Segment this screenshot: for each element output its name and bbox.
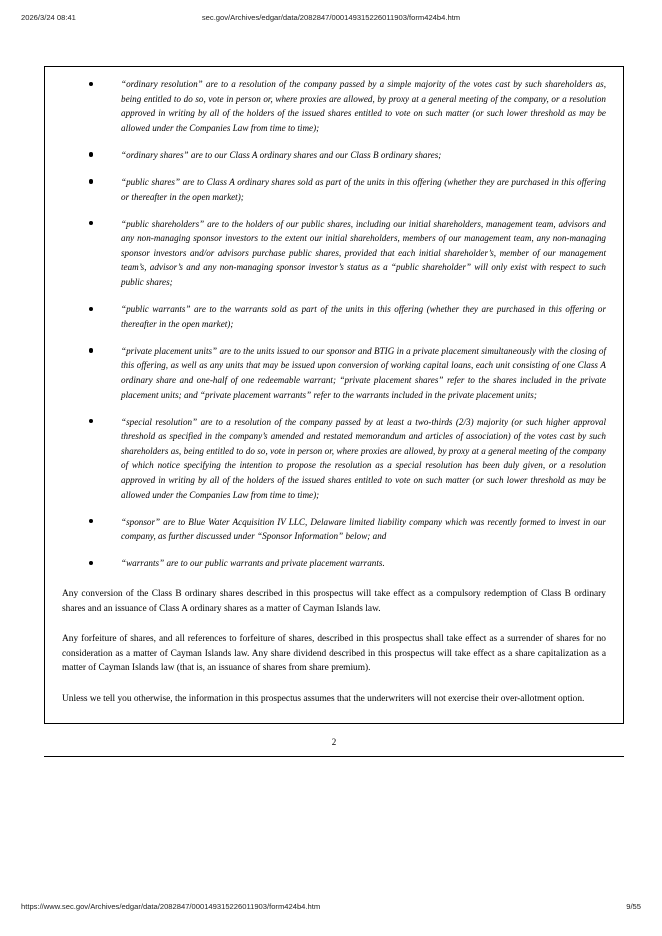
print-header-url: sec.gov/Archives/edgar/data/2082847/000149315226011903/form424b4.htm — [201, 13, 461, 22]
definition-text: “sponsor” are to Blue Water Acquisition IV LLC, Delaware limited liability company which was recently formed to invest in our company, as further discussed under “Sponsor Information” below; and — [121, 516, 606, 542]
bullet-icon — [89, 519, 93, 523]
browser-print-header — [0, 13, 662, 27]
bullet-icon — [89, 221, 93, 225]
print-footer-url: https://www.sec.gov/Archives/edgar/data/2082847/000149315226011903/form424b4.htm — [21, 902, 321, 911]
definition-item — [62, 302, 606, 331]
print-header-timestamp: 2026/3/24 08:41 — [21, 13, 76, 22]
definition-text: “public shares” are to Class A ordinary shares sold as part of the units in this offering (whether they are purchased in this offering or thereafter in the open market); — [121, 176, 606, 202]
definition-item — [62, 175, 606, 204]
definition-item — [62, 515, 606, 544]
closing-paragraph: Unless we tell you otherwise, the information in this prospectus assumes that the underwriters will not exercise their over-allotment option. — [62, 694, 585, 704]
definition-text: “warrants” are to our public warrants and private placement warrants. — [121, 558, 385, 569]
definitions-list — [62, 77, 606, 571]
closing-paragraph: Any conversion of the Class B ordinary shares described in this prospectus will take effect as a compulsory redemption of Class B ordinary shares and an issuance of Class A ordinary shares as a matter of Cayman Islands law. — [62, 589, 606, 614]
page-footer-rule — [44, 756, 624, 757]
bullet-icon — [89, 561, 93, 565]
bullet-icon — [89, 348, 93, 352]
closing-paragraph: Any forfeiture of shares, and all references to forfeiture of shares, described in this prospectus shall take effect as a surrender of shares for no consideration as a matter of Cayman Islands law. Any share dividend described in this prospectus will take effect as a share capitalization as a matter of Cayman Islands law (that is, an issuance of shares from share premium). — [62, 634, 606, 674]
closing-paragraph-2-wrap — [62, 632, 606, 676]
closing-paragraph-1-wrap — [62, 587, 606, 616]
bullet-icon — [89, 419, 93, 423]
definition-item — [62, 217, 606, 290]
definition-text: “special resolution” are to a resolution of the company passed by at least a two-thirds (2/3) majority (or such higher approval threshold as specified in the company’s amended and restated memorandum and articles of association) of the votes cast by such shareholders as, being entitled to do so, vote in person or, where proxies are allowed, by proxy at a general meeting of the company of which notice specifying the intention to propose the resolution as a special resolution has been duly given, or a resolution approved in writing by all of the holders of the issued shares entitled to vote on such matter (or such lower threshold as may be allowed under the Companies Law from time to time); — [121, 416, 606, 500]
document-page — [44, 66, 624, 757]
definition-text: “public shareholders” are to the holders of our public shares, including our initial shareholders, management team, advisors and any non-managing sponsor investors to the extent our initial shareholders, members of our management team, any non-managing sponsor investors and/or advisors purchase public shares, provided that each initial shareholder’s, member of our management team’s, advisor’s and any non-managing sponsor investor’s status as a “public shareholder” will only exist with respect to such public shares; — [121, 218, 606, 288]
bullet-icon — [89, 152, 93, 156]
definition-text: “public warrants” are to the warrants sold as part of the units in this offering (whether they are purchased in this offering or thereafter in the open market); — [121, 304, 606, 329]
definition-text: “private placement units” are to the units issued to our sponsor and BTIG in a private placement simultaneously with the closing of this offering, as well as any units that may be issued upon conversion of working capital loans, each unit consisting of one Class A ordinary share and one-half of one redeemable warrant; “private placement shares” refer to the shares included in the private placement units; and “private placement warrants” refer to the warrants included in the private placement units; — [121, 345, 606, 400]
bullet-icon — [89, 307, 93, 311]
print-footer-page-indicator: 9/55 — [626, 902, 641, 911]
definition-item — [62, 344, 606, 402]
bullet-icon — [89, 179, 93, 183]
definition-item — [62, 415, 606, 503]
closing-paragraph-3-wrap — [62, 692, 606, 707]
definition-text: “ordinary resolution” are to a resolution of the company passed by a simple majority of the votes cast by such shareholders as, being entitled to do so, vote in person or, where proxies are allowed, by proxy at a general meeting of the company, or a resolution approved in writing by all of the holders of the issued shares entitled to vote on such matter (or such lower threshold as may be allowed under the Companies Law from time to time); — [121, 79, 606, 133]
definition-text: “ordinary shares” are to our Class A ordinary shares and our Class B ordinary shares; — [121, 149, 442, 160]
bordered-content-box — [44, 66, 624, 724]
definition-item — [62, 77, 606, 135]
definition-item — [62, 556, 606, 571]
page-number: 2 — [331, 736, 337, 747]
bullet-icon — [89, 82, 93, 86]
definition-item — [62, 148, 606, 163]
browser-print-footer — [0, 902, 662, 916]
